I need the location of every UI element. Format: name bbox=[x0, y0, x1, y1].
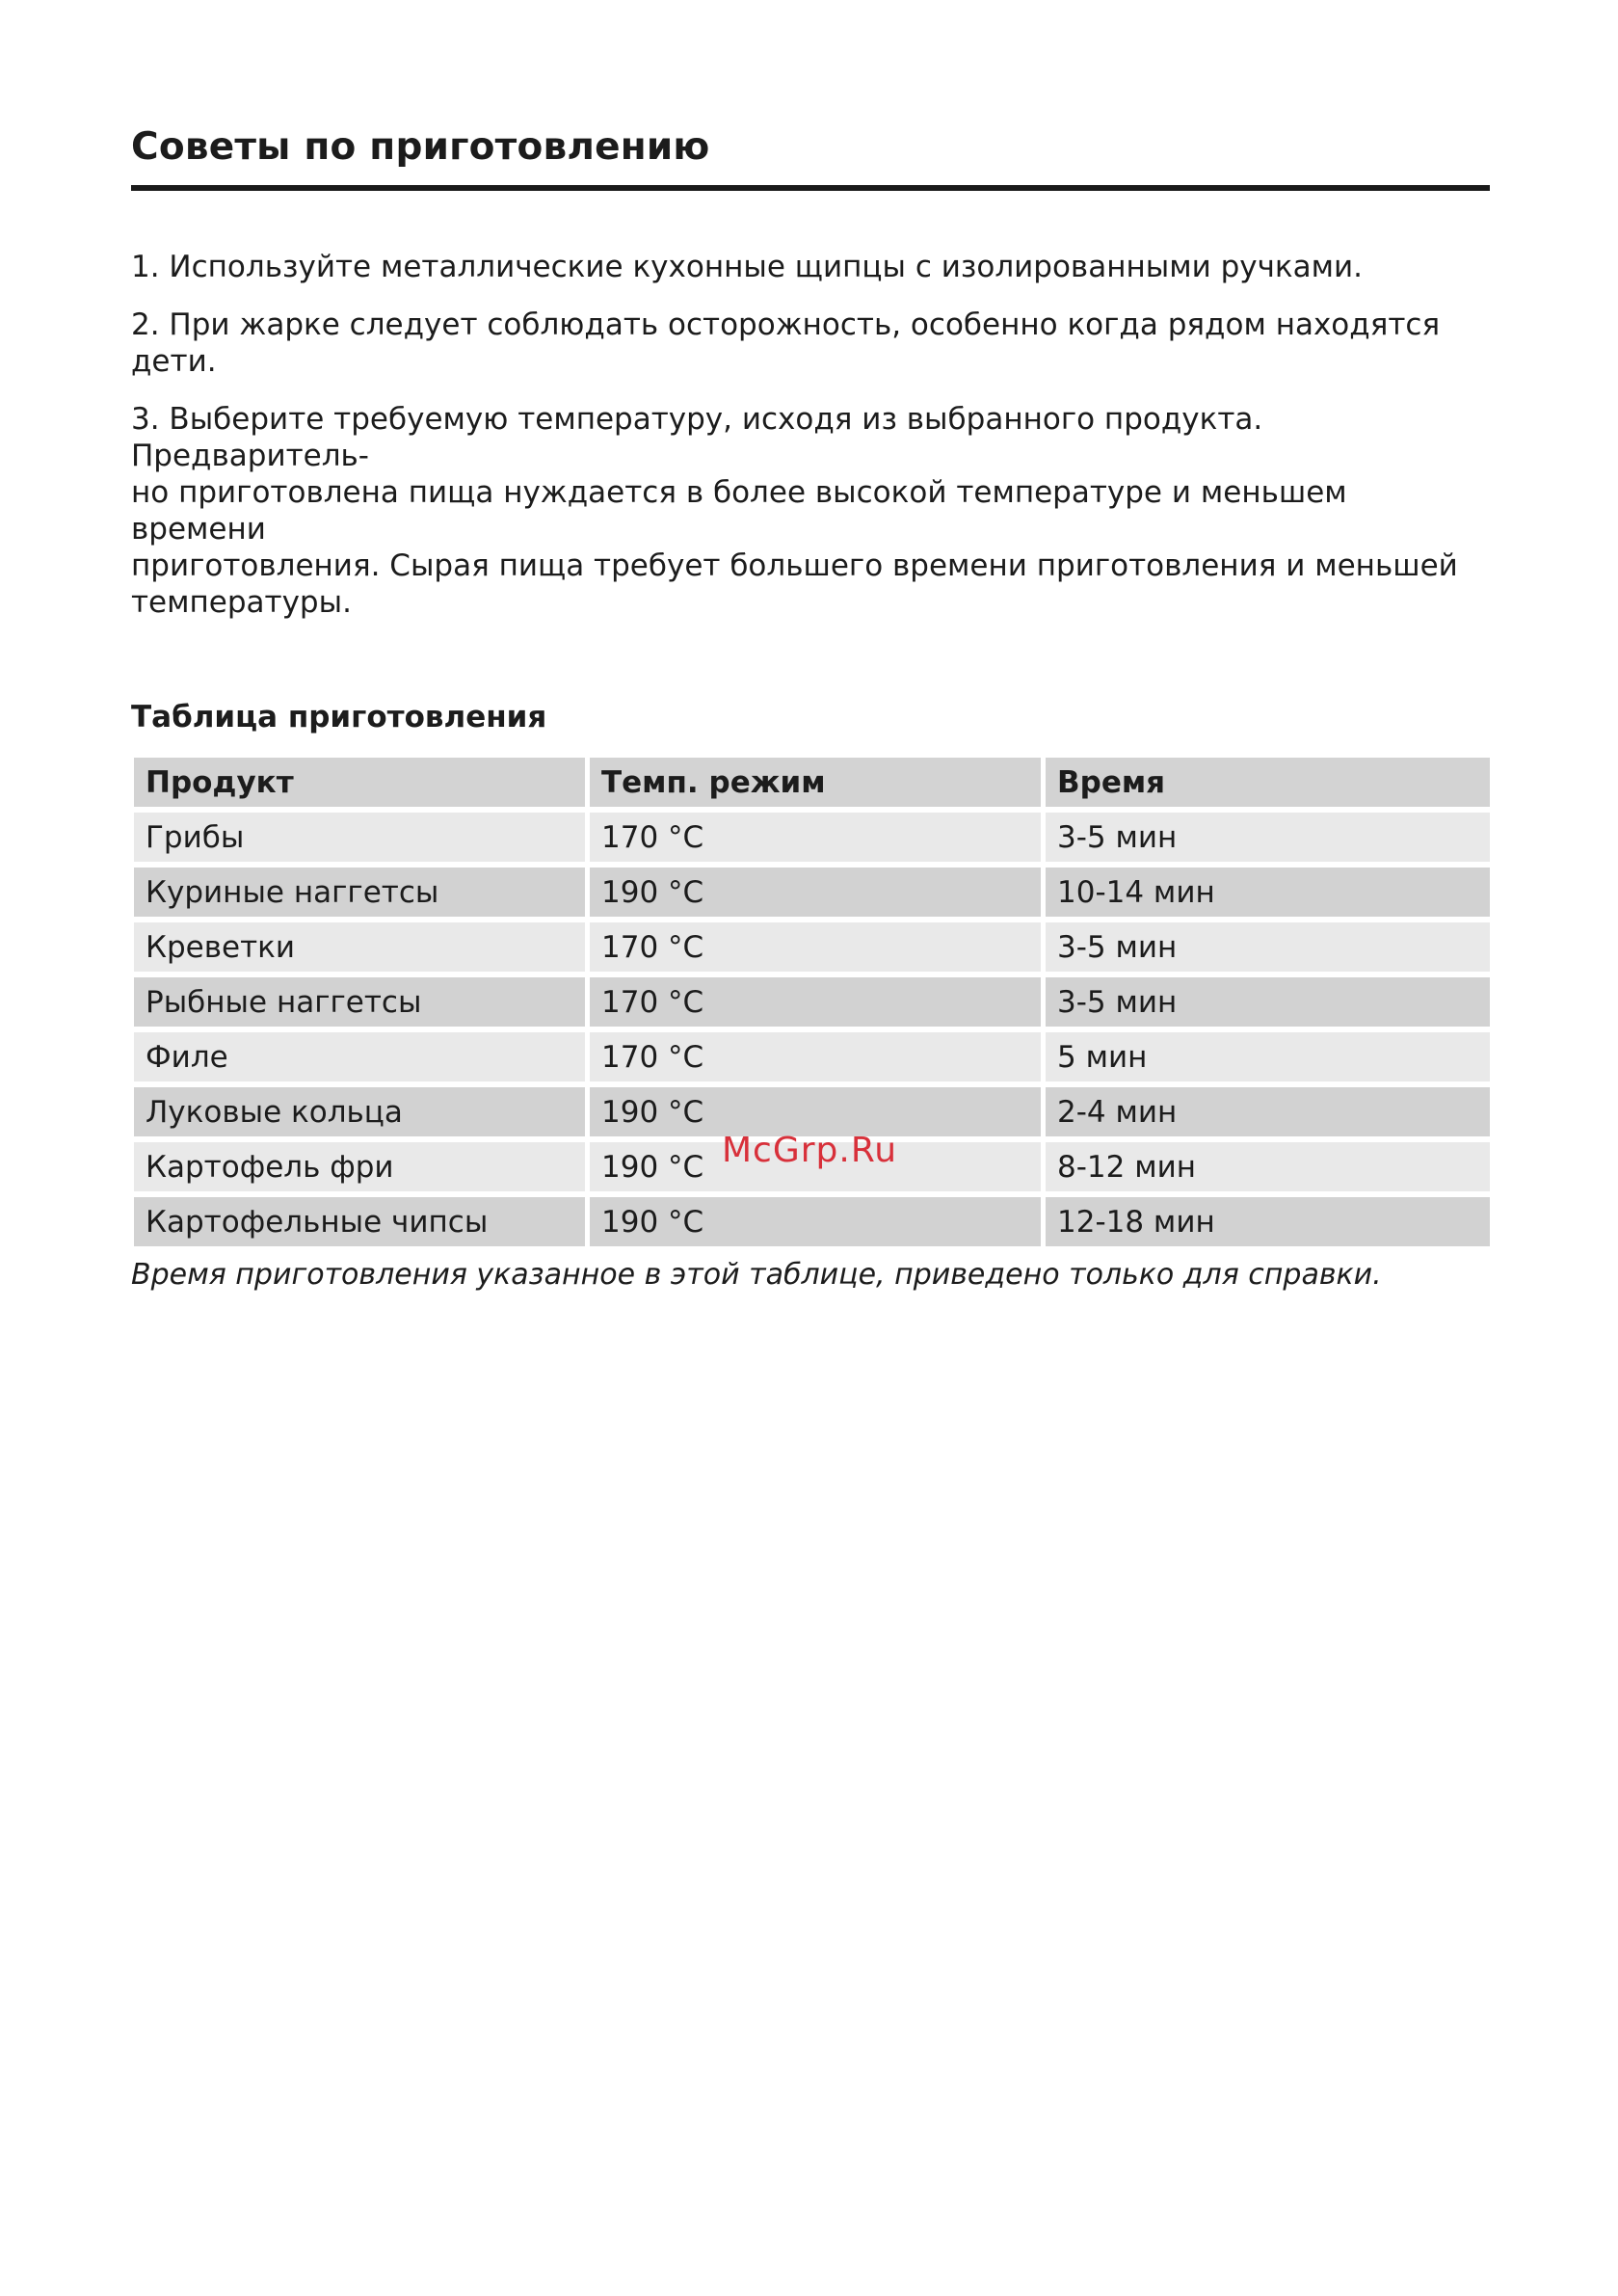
table-title: Таблица приготовления bbox=[131, 700, 547, 734]
cell-temperature: 170 °C bbox=[590, 1032, 1046, 1087]
header-product: Продукт bbox=[134, 758, 590, 813]
cell-time: 3-5 мин bbox=[1046, 977, 1490, 1032]
table-row bbox=[134, 1032, 1490, 1087]
cell-product: Рыбные наггетсы bbox=[134, 977, 590, 1032]
cell-time: 5 мин bbox=[1046, 1032, 1490, 1087]
table-header-row bbox=[134, 758, 1490, 813]
cell-product: Грибы bbox=[134, 813, 590, 868]
cell-temperature: 190 °C bbox=[590, 1087, 1046, 1142]
table-row bbox=[134, 922, 1490, 977]
cell-temperature: 190 °C bbox=[590, 868, 1046, 922]
cell-temperature: 170 °C bbox=[590, 922, 1046, 977]
cell-temperature: 190 °C bbox=[590, 1197, 1046, 1252]
cell-product: Картофель фри bbox=[134, 1142, 590, 1197]
cell-time: 3-5 мин bbox=[1046, 922, 1490, 977]
cell-product: Картофельные чипсы bbox=[134, 1197, 590, 1252]
watermark-text: McGrp.Ru bbox=[722, 1131, 898, 1170]
tip-3-line: но приготовлена пища нуждается в более высокой температуре и меньшем времени bbox=[131, 475, 1347, 547]
cell-product: Луковые кольца bbox=[134, 1087, 590, 1142]
cell-temperature: 170 °C bbox=[590, 813, 1046, 868]
tip-2: 2. При жарке следует соблюдать осторожность, особенно когда рядом находятся дети. bbox=[131, 307, 1441, 379]
header-time: Время bbox=[1046, 758, 1490, 813]
cell-temperature: 170 °C bbox=[590, 977, 1046, 1032]
cell-time: 10-14 мин bbox=[1046, 868, 1490, 922]
table-footnote: Время приготовления указанное в этой таблице, приведено только для справки. bbox=[131, 1258, 1382, 1292]
page-content bbox=[131, 121, 1490, 1295]
table-row bbox=[134, 977, 1490, 1032]
table-row bbox=[134, 868, 1490, 922]
cell-product: Филе bbox=[134, 1032, 590, 1087]
cell-product: Куриные наггетсы bbox=[134, 868, 590, 922]
title-divider bbox=[131, 185, 1490, 191]
tip-1: 1. Используйте металлические кухонные щипцы с изолированными ручками. bbox=[131, 250, 1364, 284]
cell-product: Креветки bbox=[134, 922, 590, 977]
cell-time: 2-4 мин bbox=[1046, 1087, 1490, 1142]
table-row bbox=[134, 1197, 1490, 1252]
tip-3-line: температуры. bbox=[131, 585, 352, 620]
cell-temperature: 190 °C bbox=[590, 1142, 1046, 1197]
tips-list bbox=[131, 249, 1490, 621]
tip-3 bbox=[131, 401, 1490, 621]
cell-time: 3-5 мин bbox=[1046, 813, 1490, 868]
header-temperature: Темп. режим bbox=[590, 758, 1046, 813]
page-title: Советы по приготовлению bbox=[131, 125, 710, 169]
cooking-table bbox=[134, 758, 1490, 1252]
table-row bbox=[134, 813, 1490, 868]
tip-3-line: 3. Выберите требуемую температуру, исходя из выбранного продукта. Предваритель- bbox=[131, 402, 1263, 473]
cell-time: 8-12 мин bbox=[1046, 1142, 1490, 1197]
tip-3-line: приготовления. Сырая пища требует большего времени приготовления и меньшей bbox=[131, 548, 1458, 583]
cell-time: 12-18 мин bbox=[1046, 1197, 1490, 1252]
